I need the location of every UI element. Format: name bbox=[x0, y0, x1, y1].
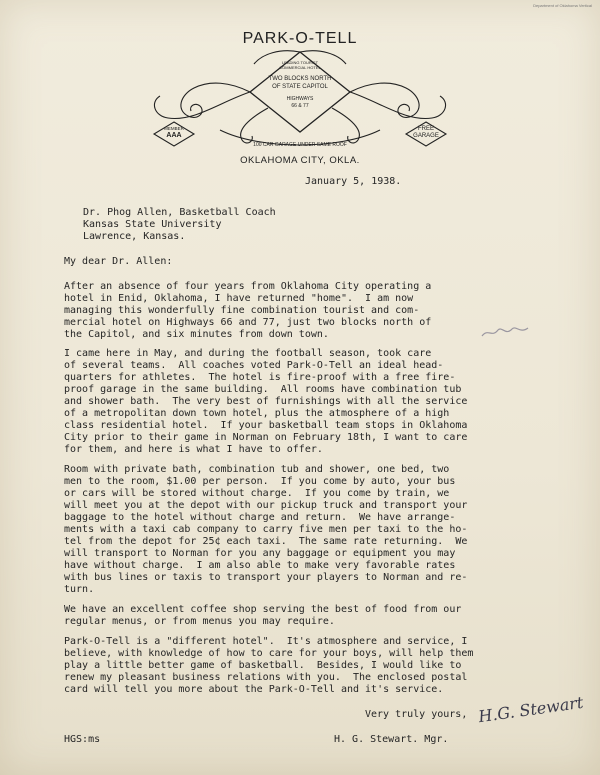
paragraph-line: and shower bath. The very best of furnishings with all the service bbox=[64, 396, 468, 407]
hotel-city: OKLAHOMA CITY, OKLA. bbox=[240, 155, 360, 166]
paragraph-line: turn. bbox=[64, 584, 95, 595]
hotel-name: PARK-O-TELL bbox=[242, 30, 358, 47]
highways-label: HIGHWAYS bbox=[286, 96, 314, 102]
paragraph-line: play a little better game of basketball. Besides, I would like to bbox=[64, 660, 462, 671]
paragraph-line: believe, with knowledge of how to care for your boys, will help them bbox=[64, 648, 474, 659]
paragraph-line: men to the room, $1.00 per person. If you come by auto, your bus bbox=[64, 476, 456, 487]
paragraph-line: of several teams. All coaches voted Park-O-Tell an ideal head- bbox=[64, 360, 444, 371]
paragraph-line: hotel in Enid, Oklahoma, I have returned "home". I am now bbox=[64, 293, 414, 304]
paragraph-line: with bus lines or taxis to transport your players to Norman and re- bbox=[64, 572, 468, 583]
paragraph-4 bbox=[64, 604, 461, 628]
paragraph-2 bbox=[64, 348, 467, 456]
paragraph-line: of a metropolitan down town hotel, plus the atmosphere of a high bbox=[64, 408, 450, 419]
paragraph-3 bbox=[64, 464, 467, 596]
pencil-scribble bbox=[480, 322, 530, 342]
free-label: FREE bbox=[417, 126, 434, 132]
paragraph-line: We have an excellent coffee shop serving the best of food from our bbox=[64, 604, 462, 615]
paragraph-1 bbox=[64, 281, 431, 341]
paragraph-line: City prior to their game in Norman on February 18th, I want to care bbox=[64, 432, 468, 443]
typist-initials: HGS:ms bbox=[64, 734, 101, 745]
paragraph-line: baggage to the hotel without charge and return. We have arrange- bbox=[64, 512, 456, 523]
paragraph-line: regular menus, or from menus you may require. bbox=[64, 616, 335, 627]
location-line-2: OF STATE CAPITOL bbox=[272, 84, 328, 90]
garage-label: GARAGE bbox=[413, 133, 439, 139]
paragraph-line: Room with private bath, combination tub and shower, one bed, two bbox=[64, 464, 450, 475]
paragraph-line: ments with a taxi cab company to carry five men per taxi to the ho- bbox=[64, 524, 468, 535]
letter-date: January 5, 1938. bbox=[305, 176, 402, 187]
paragraph-line: After an absence of four years from Oklahoma City operating a bbox=[64, 281, 432, 292]
letterhead bbox=[150, 18, 450, 168]
signer-name: H. G. Stewart. Mgr. bbox=[334, 734, 449, 745]
paragraph-line: card will tell you more about the Park-O-Tell and it's service. bbox=[64, 684, 444, 695]
paragraph-5 bbox=[64, 636, 473, 696]
paragraph-line: I came here in May, and during the football season, took care bbox=[64, 348, 432, 359]
archive-stamp: Department of Oklahoma Vertical bbox=[533, 3, 592, 8]
salutation: My dear Dr. Allen: bbox=[64, 256, 173, 267]
member-label: MEMBER bbox=[164, 126, 184, 131]
closing: Very truly yours, bbox=[365, 709, 468, 720]
recipient-line-2: Kansas State University bbox=[83, 219, 222, 230]
paragraph-line: mercial hotel on Highways 66 and 77, just two blocks north of bbox=[64, 317, 432, 328]
recipient-line-3: Lawrence, Kansas. bbox=[83, 231, 186, 242]
paragraph-line: tel from the depot for 25¢ each taxi. The same rate returning. We bbox=[64, 536, 468, 547]
recipient-line-1: Dr. Phog Allen, Basketball Coach bbox=[83, 207, 276, 218]
paragraph-line: the Capitol, and six minutes from down town. bbox=[64, 329, 329, 340]
garage-note: 100 CAR GARAGE UNDER SAME ROOF bbox=[253, 142, 347, 148]
paragraph-line: managing this wonderfully fine combination tourist and com- bbox=[64, 305, 420, 316]
aaa-logo: AAA bbox=[166, 132, 182, 139]
tagline-2: COMMERCIAL HOTEL bbox=[279, 65, 321, 70]
tagline: LEADING TOURIST bbox=[281, 60, 319, 65]
location-line-1: TWO BLOCKS NORTH bbox=[268, 76, 332, 82]
paragraph-line: renew my pleasant business relations with you. The enclosed postal bbox=[64, 672, 468, 683]
paragraph-line: will meet you at the depot with our pickup truck and transport your bbox=[64, 500, 468, 511]
paragraph-line: will transport to Norman for you any baggage or equipment you may bbox=[64, 548, 456, 559]
paragraph-line: quarters for athletes. The hotel is fire-proof with a free fire- bbox=[64, 372, 456, 383]
handwritten-signature: H.G. Stewart bbox=[477, 692, 585, 727]
paragraph-line: class residential hotel. If your basketball team stops in Oklahoma bbox=[64, 420, 468, 431]
paragraph-line: Park-O-Tell is a "different hotel". It's atmosphere and service, I bbox=[64, 636, 468, 647]
paragraph-line: proof garage in the same building. All rooms have combination tub bbox=[64, 384, 462, 395]
highways-numbers: 66 & 77 bbox=[291, 103, 309, 109]
paragraph-line: or cars will be stored without charge. If you come by train, we bbox=[64, 488, 450, 499]
paragraph-line: for them, and here is what I have to offer. bbox=[64, 444, 323, 455]
paragraph-line: have without charge. I am also able to make very favorable rates bbox=[64, 560, 456, 571]
